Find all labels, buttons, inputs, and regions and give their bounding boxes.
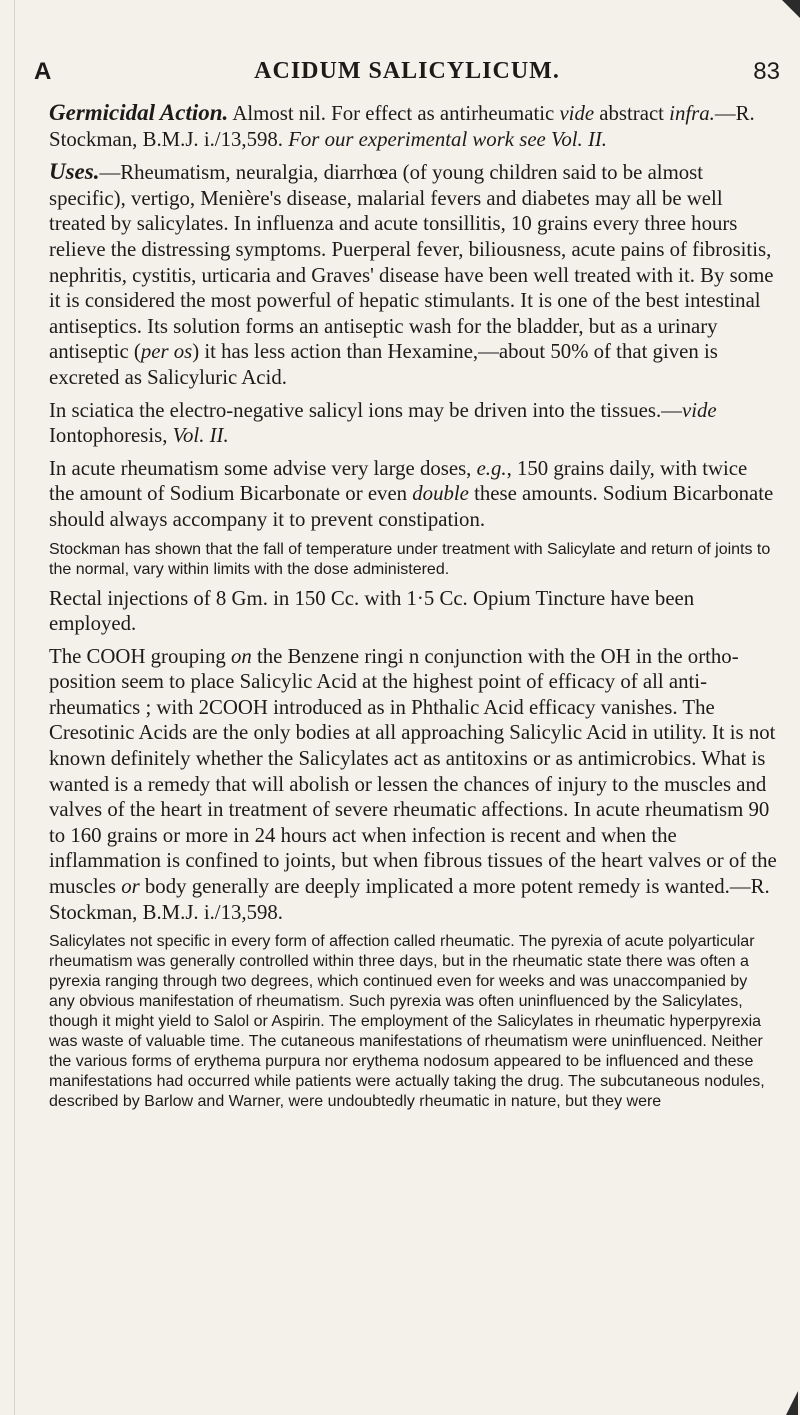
text-run: abstract bbox=[594, 102, 670, 125]
text-run: ) it has less action than Hexamine,—about 50% of that given is excreted as Salicyluric Acid. bbox=[49, 340, 718, 389]
paragraph-acute-rheumatism bbox=[49, 456, 777, 533]
italic-run: e.g. bbox=[476, 456, 507, 480]
italic-run: double bbox=[412, 482, 469, 506]
paragraph-uses bbox=[49, 159, 777, 390]
paragraph-rectal-injections: Rectal injections of 8 Gm. in 150 Cc. with 1·5 Cc. Opium Tincture have been employed. bbox=[49, 586, 695, 636]
text-run: —Rheumatism, neuralgia, diarrhœa (of young children said to be almost specific), vertigo, Menière's disease, malarial fevers and diabetes may all be well treated by salicylates. In influenza and acute tonsillitis, 10 grains every three hours relieve the distressing symptoms. Puerperal fever, biliousness, acute pains of fibrositis, nephritis, cystitis, urticaria and Graves' disease have been well treated with it. By some it is considered the most powerful of hepatic stimulants. It is one of the best intestinal antiseptics. Its solution forms an antiseptic wash for the bladder, but as a urinary antiseptic ( bbox=[49, 161, 774, 364]
text-run: Iontophoresis, bbox=[49, 424, 173, 448]
text-run: body generally are deeply implicated a more potent remedy is wanted.—R. Stockman, B.M.J. i./13,598. bbox=[49, 875, 770, 924]
text-run: The COOH grouping bbox=[49, 644, 231, 668]
section-letter: A bbox=[34, 58, 52, 85]
paragraph-sciatica bbox=[49, 398, 777, 449]
italic-run: or bbox=[121, 875, 140, 899]
running-title: ACIDUM SALICYLICUM. bbox=[254, 58, 560, 84]
page-corner-mark bbox=[782, 0, 800, 18]
text-run: In sciatica the electro-negative salicyl ions may be driven into the tissues.— bbox=[49, 398, 682, 422]
text-run: the Benzene ringi n conjunction with the OH in the ortho- position seem to place Salicylic Acid at the highest point of efficacy of all anti-rheumatics ; with 2COOH introduced as in Phthalic Acid efficacy vanishes. The Cresotinic Acids are the only bodies at all approaching Salicylic Acid in utility. It is not known definitely whether the Salicylates act as antitoxins or as antimicrobics. What is wanted is a remedy that will abolish or lessen the chances of injury to the muscles and valves of the heart in treatment of severe rheumatic affections. In acute rheumatism 90 to 160 grains or more in 24 hours act when infection is recent and when the inflammation is confined to joints, but when fibrous tissues of the heart valves or of the muscles bbox=[49, 644, 777, 899]
paragraph-salicylates-not-specific: Salicylates not specific in every form of affection called rheumatic. The pyrexia of acute polyarticular rheumatism was generally controlled within three days, but in the rheumatic state there was often a pyrexia ranging through two degrees, which continued even for weeks and was unaccompanied by any obvious manifestation of rheumatism. Such pyrexia was often uninfluenced by the Salicylates, though it might yield to Salol or Aspirin. The employment of the Salicylates in rheumatic hyperpyrexia was waste of valuable time. The cutaneous manifestations of rheumatism were uninfluenced. Neither the various forms of erythema purpura nor erythema nodosum appeared to be influenced and these manifestations had occurred while patients were actually taking the drug. The subcutaneous nodules, described by Barlow and Warner, were undoubtedly rheumatic in nature, but they were bbox=[49, 933, 765, 1111]
italic-run: vide bbox=[681, 398, 717, 422]
italic-run: on bbox=[230, 644, 252, 668]
page-edge bbox=[14, 0, 15, 1415]
paragraph-cooh-grouping bbox=[49, 644, 777, 926]
page-corner-mark bbox=[786, 1391, 798, 1415]
text-run: these amounts. Sodium Bicarbonate should always accompany it to prevent constipation. bbox=[49, 482, 774, 531]
text-run: Almost nil. For effect as antirheumatic bbox=[228, 102, 560, 125]
text-run: —R. Stockman, B.M.J. i./13,598. bbox=[49, 102, 755, 151]
italic-run: infra. bbox=[669, 102, 715, 125]
italic-run: per os bbox=[140, 340, 193, 364]
paragraph-stockman-note: Stockman has shown that the fall of temperature under treatment with Salicylate and return of joints to the normal, vary within limits with the dose administered. bbox=[49, 540, 771, 578]
italic-run: vide bbox=[559, 102, 595, 125]
italic-run: Vol. II. bbox=[172, 424, 229, 448]
page-number: 83 bbox=[753, 58, 780, 85]
section-heading: Uses. bbox=[49, 159, 100, 185]
section-heading: Germicidal Action. bbox=[49, 100, 229, 125]
paragraph-germicidal-action bbox=[49, 100, 777, 152]
text-run: , 150 grains daily, with twice the amount of Sodium Bicarbonate or even bbox=[49, 456, 748, 506]
italic-run: For our experimental work see Vol. II. bbox=[288, 127, 608, 151]
running-header bbox=[34, 58, 780, 92]
page-body bbox=[49, 100, 777, 1118]
text-run: In acute rheumatism some advise very large doses, bbox=[49, 456, 477, 480]
